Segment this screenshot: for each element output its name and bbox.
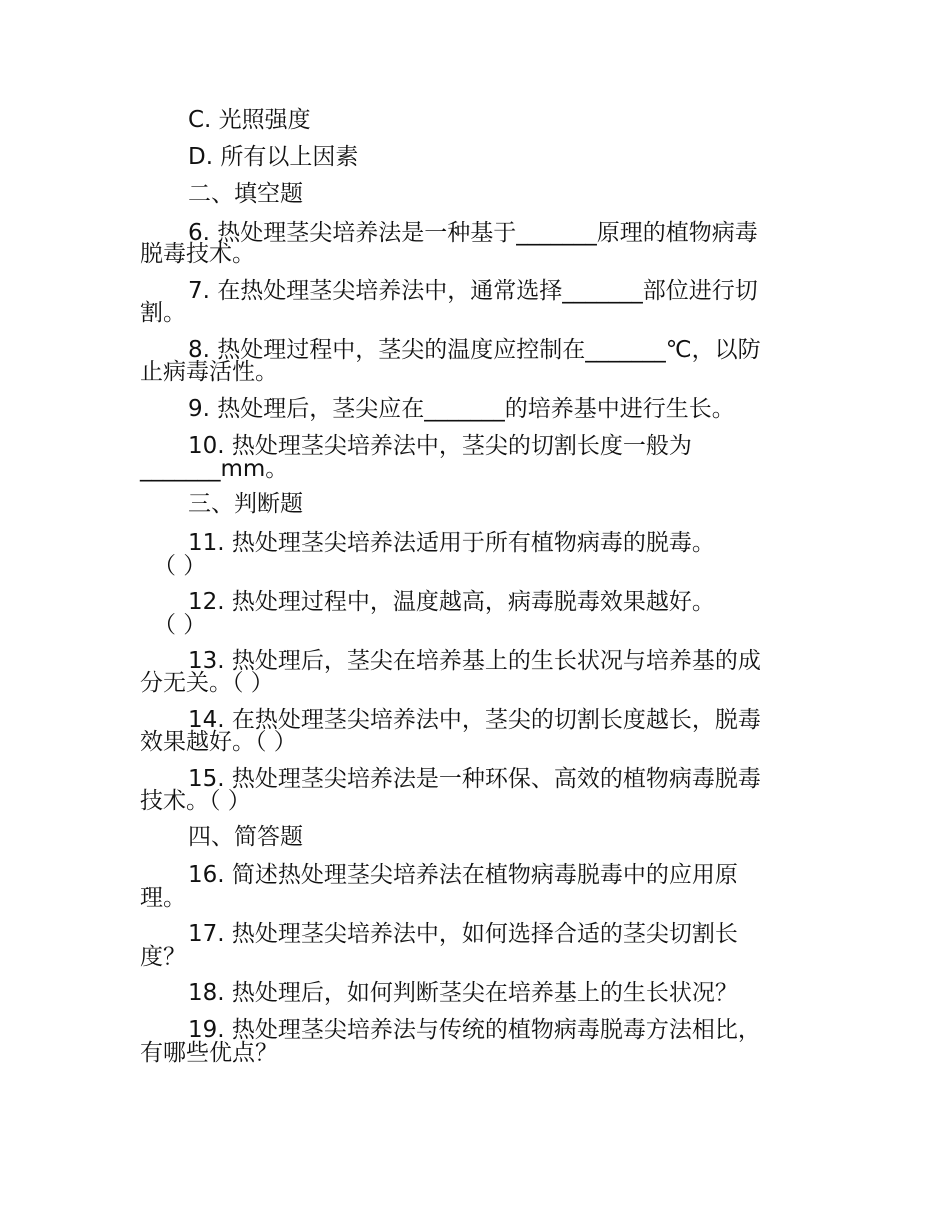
question-7-line-1: 7. 在热处理茎尖培养法中，通常选择_______部位进行切 [188,278,758,304]
question-12-line-1: 12. 热处理过程中，温度越高，病毒脱毒效果越好。 [188,589,715,615]
section-heading-short-answer: 四、简答题 [188,824,303,850]
question-9: 9. 热处理后，茎尖应在_______的培养基中进行生长。 [188,396,735,422]
question-10-line-2: _______mm。 [140,456,289,482]
question-17-line-1: 17. 热处理茎尖培养法中，如何选择合适的茎尖切割长 [188,921,738,947]
question-19-line-1: 19. 热处理茎尖培养法与传统的植物病毒脱毒方法相比， [188,1017,761,1043]
question-17-line-2: 度？ [140,944,186,970]
question-8-line-2: 止病毒活性。 [140,359,278,385]
question-12-line-2: （ ） [153,612,207,638]
question-11-line-2: （ ） [153,553,207,579]
question-18: 18. 热处理后，如何判断茎尖在培养基上的生长状况？ [188,980,738,1006]
question-13-line-2: 分无关。（ ） [140,670,274,696]
question-6-line-2: 脱毒技术。 [140,241,255,267]
question-14-line-1: 14. 在热处理茎尖培养法中，茎尖的切割长度越长，脱毒 [188,707,761,733]
question-15-line-2: 技术。（ ） [140,788,251,814]
section-heading-fill-blank: 二、填空题 [188,181,303,207]
question-16-line-2: 理。 [140,885,186,911]
question-8-line-1: 8. 热处理过程中，茎尖的温度应控制在_______℃，以防 [188,337,761,363]
question-16-line-1: 16. 简述热处理茎尖培养法在植物病毒脱毒中的应用原 [188,862,738,888]
section-heading-true-false: 三、判断题 [188,491,303,517]
question-10-line-1: 10. 热处理茎尖培养法中，茎尖的切割长度一般为 [188,433,692,459]
question-14-line-2: 效果越好。（ ） [140,729,297,755]
question-11-line-1: 11. 热处理茎尖培养法适用于所有植物病毒的脱毒。 [188,530,715,556]
question-6-line-1: 6. 热处理茎尖培养法是一种基于_______原理的植物病毒 [188,220,758,246]
question-19-line-2: 有哪些优点？ [140,1040,278,1066]
question-15-line-1: 15. 热处理茎尖培养法是一种环保、高效的植物病毒脱毒 [188,766,761,792]
option-c: C. 光照强度 [188,107,311,133]
option-d: D. 所有以上因素 [188,144,359,170]
question-7-line-2: 割。 [140,300,186,326]
question-13-line-1: 13. 热处理后，茎尖在培养基上的生长状况与培养基的成 [188,648,761,674]
